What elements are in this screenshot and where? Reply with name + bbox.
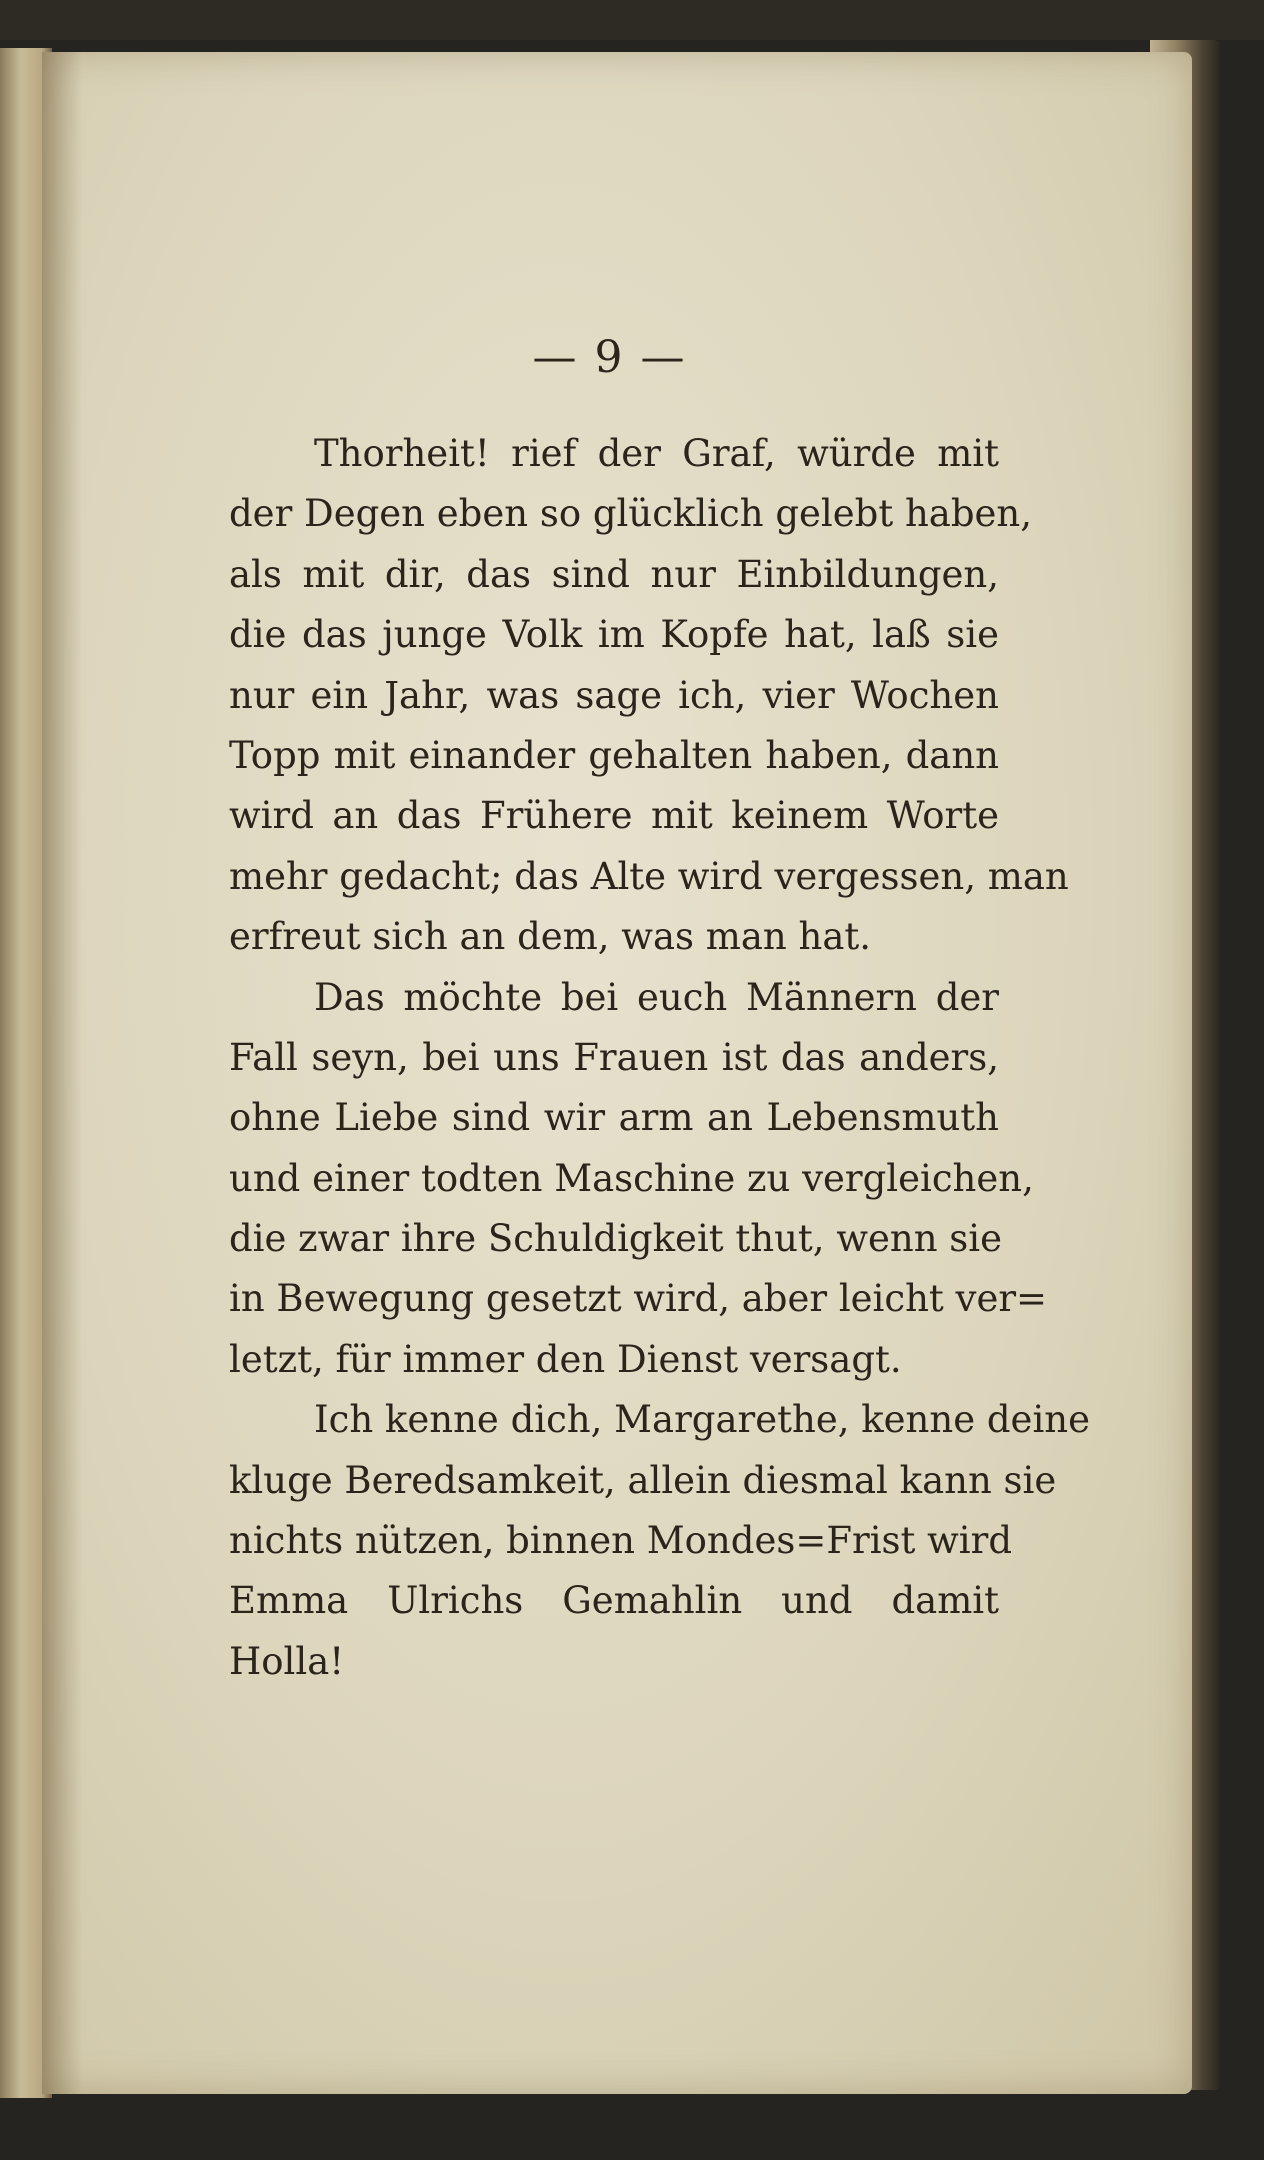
- text-line: Das möchte bei euch Männern der: [314, 975, 999, 1019]
- scanner-background: [0, 0, 1264, 40]
- text-line: und einer todten Maschine zu vergleichen,: [229, 1156, 1034, 1200]
- text-line: Topp mit einander gehalten haben, dann: [229, 733, 999, 777]
- text-line: in Bewegung gesetzt wird, aber leicht ver=: [229, 1277, 1048, 1321]
- page-number: — 9 —: [532, 332, 687, 383]
- text-line: Holla!: [229, 1639, 345, 1683]
- text-line: die das junge Volk im Kopfe hat, laß sie: [229, 613, 999, 657]
- text-line: die zwar ihre Schuldigkeit thut, wenn sie: [229, 1217, 1003, 1261]
- text-line: als mit dir, das sind nur Einbildungen,: [229, 552, 999, 596]
- text-line: erfreut sich an dem, was man hat.: [229, 915, 872, 959]
- text-line: wird an das Frühere mit keinem Worte: [229, 794, 999, 838]
- text-line: mehr gedacht; das Alte wird vergessen, man: [229, 854, 1069, 898]
- text-line: Thorheit! rief der Graf, würde mit: [314, 432, 999, 475]
- text-line: ohne Liebe sind wir arm an Lebensmuth: [229, 1096, 999, 1140]
- text-line: nichts nützen, binnen Mondes=Frist wird: [229, 1519, 1013, 1563]
- text-line: Emma Ulrichs Gemahlin und damit: [229, 1579, 999, 1623]
- text-line: nur ein Jahr, was sage ich, vier Wochen: [229, 673, 999, 717]
- text-line: letzt, für immer den Dienst versagt.: [229, 1337, 902, 1381]
- book-page: [42, 52, 1192, 2094]
- text-line: Ich kenne dich, Margarethe, kenne deine: [314, 1398, 1091, 1442]
- text-line: kluge Beredsamkeit, allein diesmal kann sie: [229, 1458, 1057, 1502]
- body-text: [229, 424, 1091, 1692]
- text-line: Fall seyn, bei uns Frauen ist das anders,: [229, 1035, 999, 1079]
- text-line: der Degen eben so glücklich gelebt haben,: [229, 492, 1033, 536]
